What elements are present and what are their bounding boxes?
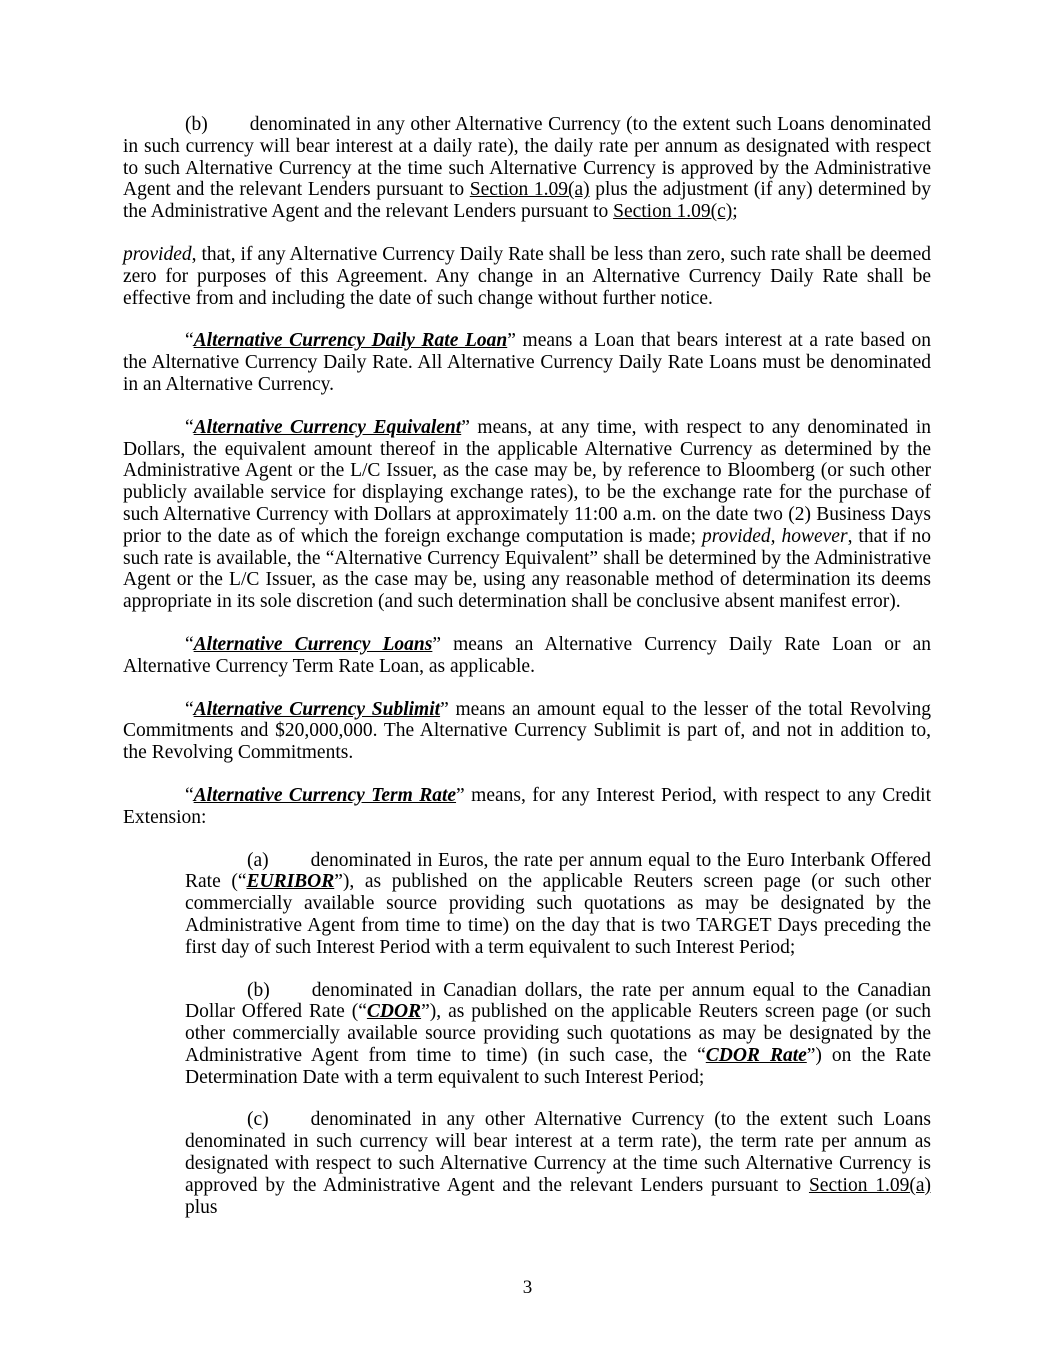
text-run: ”), as published on the applicable Reuters screen page (or such other commercially available source providing such quotations as may be designated by the Administrative Agent from time to time) (in such case, the “ bbox=[185, 1001, 931, 1066]
para-clause-c-other-alt-currency bbox=[185, 1109, 931, 1218]
page-number: 3 bbox=[522, 1277, 533, 1298]
para-clause-b-cdor bbox=[185, 980, 931, 1089]
text-run: plus bbox=[185, 1196, 218, 1218]
para-clause-a-euribor bbox=[185, 850, 931, 959]
text-run: ”) on the Rate Determination Date with a term equivalent to such Interest Period; bbox=[185, 1044, 931, 1088]
text-run-u: Section 1.09(a) bbox=[808, 1174, 931, 1196]
text-run: ”), as published on the applicable Reuters screen page (or such other commercially available source providing such quotations as may be designated by the Administrative Agent from time to time) on the day that is two TARGET Days preceding the first day of such Interest Period with a term equivalent to such Interest Period; bbox=[185, 871, 932, 958]
text-run: (c) bbox=[247, 1109, 269, 1131]
para-def-alternative-currency-loans bbox=[123, 634, 931, 678]
text-run: ” means, at any time, with respect to any denominated in Dollars, the equivalent amount thereof in the applicable Alternative Currency as determined by the Administrative Agent or the L/C Issuer, as the case may be, by reference to Bloomberg (or such other publicly available service for displaying exchange rates), to be the exchange rate for the purchase of such Alternative Currency with Dollars at approximately 11:00 a.m. on the date two (2) Business Days prior to the date as of which the foreign exchange computation is made; bbox=[123, 416, 931, 547]
para-proviso-zero-floor bbox=[123, 244, 931, 309]
text-run: “ bbox=[185, 698, 194, 720]
text-run-biu: Alternative Currency Sublimit bbox=[193, 698, 441, 720]
text-run: ” means an Alternative Currency Daily Rate Loan or an Alternative Currency Term Rate Loan, as applicable. bbox=[123, 633, 932, 677]
text-run: denominated in Euros, the rate per annum equal to the Euro Interbank Offered Rate (“ bbox=[185, 849, 931, 893]
text-run-i: provided bbox=[123, 243, 192, 265]
text-run: , that, if any Alternative Currency Daily Rate shall be less than zero, such rate shall be deemed zero for purposes of this Agreement. Any change in an Alternative Currency Daily Rate shall be effective from and including the date of such change without further notice. bbox=[123, 243, 931, 309]
document-body bbox=[123, 114, 931, 1239]
text-run-biu: Alternative Currency Term Rate bbox=[193, 784, 457, 806]
text-run-u: Section 1.09(c) bbox=[613, 201, 733, 223]
text-run: denominated in any other Alternative Currency (to the extent such Loans denominated in such currency will bear interest at a daily rate), the daily rate per annum as designated with respect to such Alternative Currency at the time such Alternative Currency is approved by the Administrative Agent and the relevant Lenders pursuant to bbox=[123, 114, 931, 201]
text-run-biu: Alternative Currency Equivalent bbox=[193, 416, 462, 438]
text-run: (b) bbox=[247, 979, 270, 1001]
text-run: “ bbox=[185, 633, 194, 655]
text-run: denominated in any other Alternative Currency (to the extent such Loans denominated in such currency will bear interest at a term rate), the term rate per annum as designated with respect to such Alternative Currency at the time such Alternative Currency is approved by the Administrative Agent and the relevant Lenders pursuant to bbox=[185, 1109, 931, 1196]
text-run-biu: EURIBOR bbox=[246, 871, 335, 893]
text-run: ” means a Loan that bears interest at a rate based on the Alternative Currency Daily Rate. All Alternative Currency Daily Rate Loans must be denominated in an Alternative Currency. bbox=[123, 330, 931, 395]
text-run-biu: Alternative Currency Daily Rate Loan bbox=[193, 330, 508, 352]
para-clause-b-daily-rate bbox=[123, 114, 931, 223]
text-run-i: provided, however bbox=[702, 525, 848, 547]
text-run: ” means, for any Interest Period, with respect to any Credit Extension: bbox=[123, 784, 931, 828]
text-run: ; bbox=[732, 201, 738, 223]
para-def-alternative-currency-daily-rate-loan bbox=[123, 330, 931, 395]
text-run: “ bbox=[185, 330, 194, 352]
text-run-u: Section 1.09(a) bbox=[469, 179, 590, 201]
text-run: (a) bbox=[247, 849, 269, 871]
para-def-alternative-currency-sublimit bbox=[123, 699, 931, 764]
text-run-biu: CDOR bbox=[366, 1001, 422, 1023]
text-run: (b) bbox=[185, 114, 208, 135]
text-run-biu: Alternative Currency Loans bbox=[193, 633, 433, 655]
para-def-alternative-currency-equivalent bbox=[123, 417, 931, 613]
text-run: , that if no such rate is available, the “Alternative Currency Equivalent” shall be determined by the Administrative Agent or the L/C Issuer, as the case may be, using any reasonable method of determination its deems appropriate in its sole discretion (and such determination shall be conclusive absent manifest error). bbox=[123, 525, 932, 613]
text-run: “ bbox=[185, 784, 194, 806]
para-def-alternative-currency-term-rate bbox=[123, 785, 931, 829]
text-run: “ bbox=[185, 416, 194, 438]
text-run-biu: CDOR Rate bbox=[705, 1044, 807, 1066]
text-run: plus the adjustment (if any) determined by the Administrative Agent and the relevant Lenders pursuant to bbox=[123, 179, 931, 223]
text-run: denominated in Canadian dollars, the rate per annum equal to the Canadian Dollar Offered Rate (“ bbox=[185, 979, 931, 1023]
text-run: ” means an amount equal to the lesser of the total Revolving Commitments and $20,000,000. The Alternative Currency Sublimit is part of, and not in addition to, the Revolving Commitments. bbox=[123, 698, 931, 764]
